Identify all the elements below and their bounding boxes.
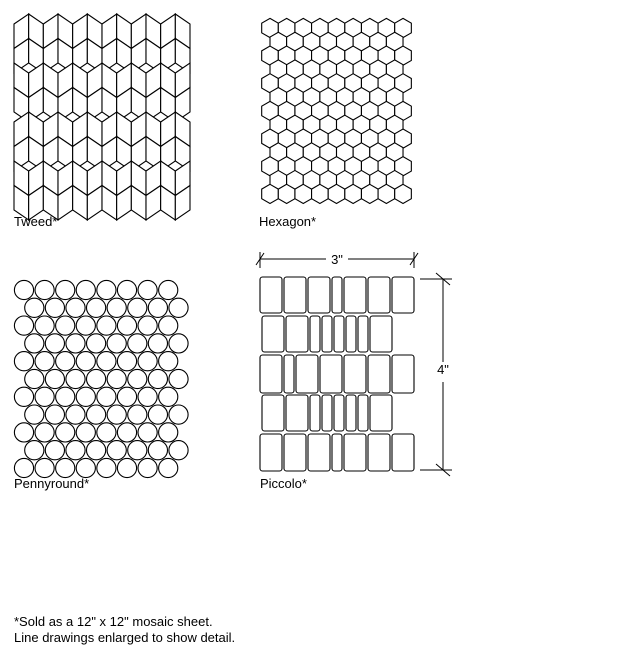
pennyround-tile <box>107 334 126 353</box>
pennyround-tile <box>56 458 75 477</box>
pennyround-tile <box>159 352 178 371</box>
pennyround-tile <box>35 352 54 371</box>
piccolo-tile <box>368 277 390 313</box>
pennyround-tile <box>66 334 85 353</box>
piccolo-tile <box>284 355 294 393</box>
pennyround-tile <box>56 387 75 406</box>
hexagon-tile-drawing <box>262 18 412 203</box>
footnote-line-1: *Sold as a 12" x 12" mosaic sheet. <box>14 614 213 629</box>
hexagon-tile <box>295 184 312 203</box>
pennyround-tile <box>25 334 44 353</box>
height-dimension-label: 4" <box>437 362 449 377</box>
piccolo-tile <box>284 434 306 471</box>
piccolo-tile <box>308 434 330 471</box>
hexagon-tile <box>312 184 329 203</box>
piccolo-tile <box>344 355 366 393</box>
pennyround-tile <box>76 387 95 406</box>
hexagon-tile <box>278 184 295 203</box>
piccolo-tile <box>332 277 342 313</box>
hexagon-tile <box>262 184 279 203</box>
pennyround-tile <box>128 369 147 388</box>
pennyround-tile <box>25 298 44 317</box>
pennyround-tile <box>117 458 136 477</box>
pennyround-tile <box>128 334 147 353</box>
piccolo-tile <box>370 395 392 431</box>
pennyround-tile <box>159 458 178 477</box>
pennyround-tile <box>25 441 44 460</box>
piccolo-tile <box>334 316 344 352</box>
piccolo-tile <box>322 395 332 431</box>
hexagon-tile <box>345 184 362 203</box>
pennyround-tile <box>107 369 126 388</box>
pennyround-tile <box>87 369 106 388</box>
footnote-line-2: Line drawings enlarged to show detail. <box>14 630 236 645</box>
pennyround-tile <box>66 441 85 460</box>
pennyround-tile <box>14 280 33 299</box>
piccolo-tile <box>260 277 282 313</box>
pennyround-tile <box>107 441 126 460</box>
pennyround-tile <box>97 280 116 299</box>
pennyround-tile <box>169 405 188 424</box>
pennyround-tile <box>97 316 116 335</box>
pennyround-tile <box>117 352 136 371</box>
width-dimension-label: 3" <box>331 252 343 267</box>
hexagon-tile <box>361 184 378 203</box>
pennyround-tile <box>76 280 95 299</box>
pennyround-tile <box>14 458 33 477</box>
piccolo-tile <box>344 434 366 471</box>
piccolo-tile <box>392 434 414 471</box>
pennyround-tile <box>66 298 85 317</box>
pennyround-tile <box>35 423 54 442</box>
hexagon-tile <box>378 184 395 203</box>
pennyround-tile <box>97 423 116 442</box>
pennyround-tile <box>14 423 33 442</box>
piccolo-tile <box>392 355 414 393</box>
footnote <box>14 614 235 646</box>
piccolo-tile <box>262 316 284 352</box>
pennyround-tile <box>128 441 147 460</box>
pennyround-tile <box>148 298 167 317</box>
pennyround-tile <box>56 423 75 442</box>
piccolo-tile <box>334 395 344 431</box>
pennyround-tile <box>45 334 64 353</box>
pennyround-tile <box>138 458 157 477</box>
piccolo-tile <box>286 395 308 431</box>
piccolo-tile <box>332 434 342 471</box>
piccolo-tile <box>346 316 356 352</box>
piccolo-tile <box>358 395 368 431</box>
pennyround-tile <box>35 280 54 299</box>
piccolo-tile <box>322 316 332 352</box>
piccolo-tile <box>260 434 282 471</box>
pennyround-tile <box>35 316 54 335</box>
pennyround-tile <box>66 369 85 388</box>
pennyround-tile <box>138 387 157 406</box>
pennyround-tile-drawing <box>14 280 188 477</box>
piccolo-tile-drawing <box>260 277 414 471</box>
pennyround-tile <box>25 405 44 424</box>
pennyround-tile <box>138 352 157 371</box>
pennyround-tile <box>97 458 116 477</box>
pennyround-tile <box>169 369 188 388</box>
pennyround-tile <box>97 352 116 371</box>
pennyround-tile <box>97 387 116 406</box>
piccolo-tile <box>368 355 390 393</box>
pennyround-tile <box>169 441 188 460</box>
tweed-tile-drawing <box>14 14 190 220</box>
pennyround-tile <box>14 387 33 406</box>
piccolo-tile <box>284 277 306 313</box>
pennyround-tile <box>159 280 178 299</box>
pennyround-tile <box>66 405 85 424</box>
pennyround-tile <box>56 280 75 299</box>
pennyround-tile <box>128 405 147 424</box>
pennyround-tile <box>117 387 136 406</box>
pennyround-tile <box>148 334 167 353</box>
pennyround-tile <box>87 441 106 460</box>
pennyround-tile <box>159 423 178 442</box>
hexagon-tile <box>328 184 345 203</box>
pennyround-tile <box>107 405 126 424</box>
pennyround-tile <box>148 441 167 460</box>
pennyround-tile <box>159 316 178 335</box>
pennyround-tile <box>138 280 157 299</box>
pennyround-tile <box>148 405 167 424</box>
piccolo-tile <box>392 277 414 313</box>
piccolo-tile <box>370 316 392 352</box>
pennyround-tile <box>25 369 44 388</box>
piccolo-tile <box>310 316 320 352</box>
pennyround-tile <box>169 298 188 317</box>
pennyround-tile <box>35 458 54 477</box>
hexagon-tile <box>395 184 412 203</box>
pennyround-tile <box>76 316 95 335</box>
piccolo-tile <box>262 395 284 431</box>
pennyround-tile <box>117 423 136 442</box>
pennyround-tile <box>76 423 95 442</box>
piccolo-tile <box>368 434 390 471</box>
piccolo-tile <box>286 316 308 352</box>
pennyround-tile <box>45 369 64 388</box>
pennyround-tile <box>87 405 106 424</box>
pennyround-tile <box>35 387 54 406</box>
pennyround-tile <box>14 352 33 371</box>
pennyround-tile <box>45 441 64 460</box>
pennyround-tile <box>56 352 75 371</box>
pennyround-tile <box>117 316 136 335</box>
piccolo-tile <box>344 277 366 313</box>
pennyround-tile <box>45 405 64 424</box>
pennyround-tile <box>148 369 167 388</box>
hexagon-label: Hexagon* <box>259 214 317 229</box>
pennyround-tile <box>117 280 136 299</box>
pennyround-label: Pennyround* <box>14 476 90 491</box>
pennyround-tile <box>138 316 157 335</box>
pennyround-tile <box>107 298 126 317</box>
pennyround-tile <box>76 352 95 371</box>
piccolo-label: Piccolo* <box>260 476 307 491</box>
piccolo-tile <box>320 355 342 393</box>
tweed-label: Tweed* <box>14 214 58 229</box>
piccolo-tile <box>358 316 368 352</box>
pennyround-tile <box>169 334 188 353</box>
pennyround-tile <box>138 423 157 442</box>
pennyround-tile <box>159 387 178 406</box>
pennyround-tile <box>87 334 106 353</box>
pennyround-tile <box>76 458 95 477</box>
pennyround-tile <box>45 298 64 317</box>
pennyround-tile <box>56 316 75 335</box>
pennyround-tile <box>87 298 106 317</box>
piccolo-tile <box>296 355 318 393</box>
pennyround-tile <box>128 298 147 317</box>
piccolo-tile <box>346 395 356 431</box>
piccolo-tile <box>308 277 330 313</box>
pennyround-tile <box>14 316 33 335</box>
piccolo-tile <box>260 355 282 393</box>
piccolo-tile <box>310 395 320 431</box>
